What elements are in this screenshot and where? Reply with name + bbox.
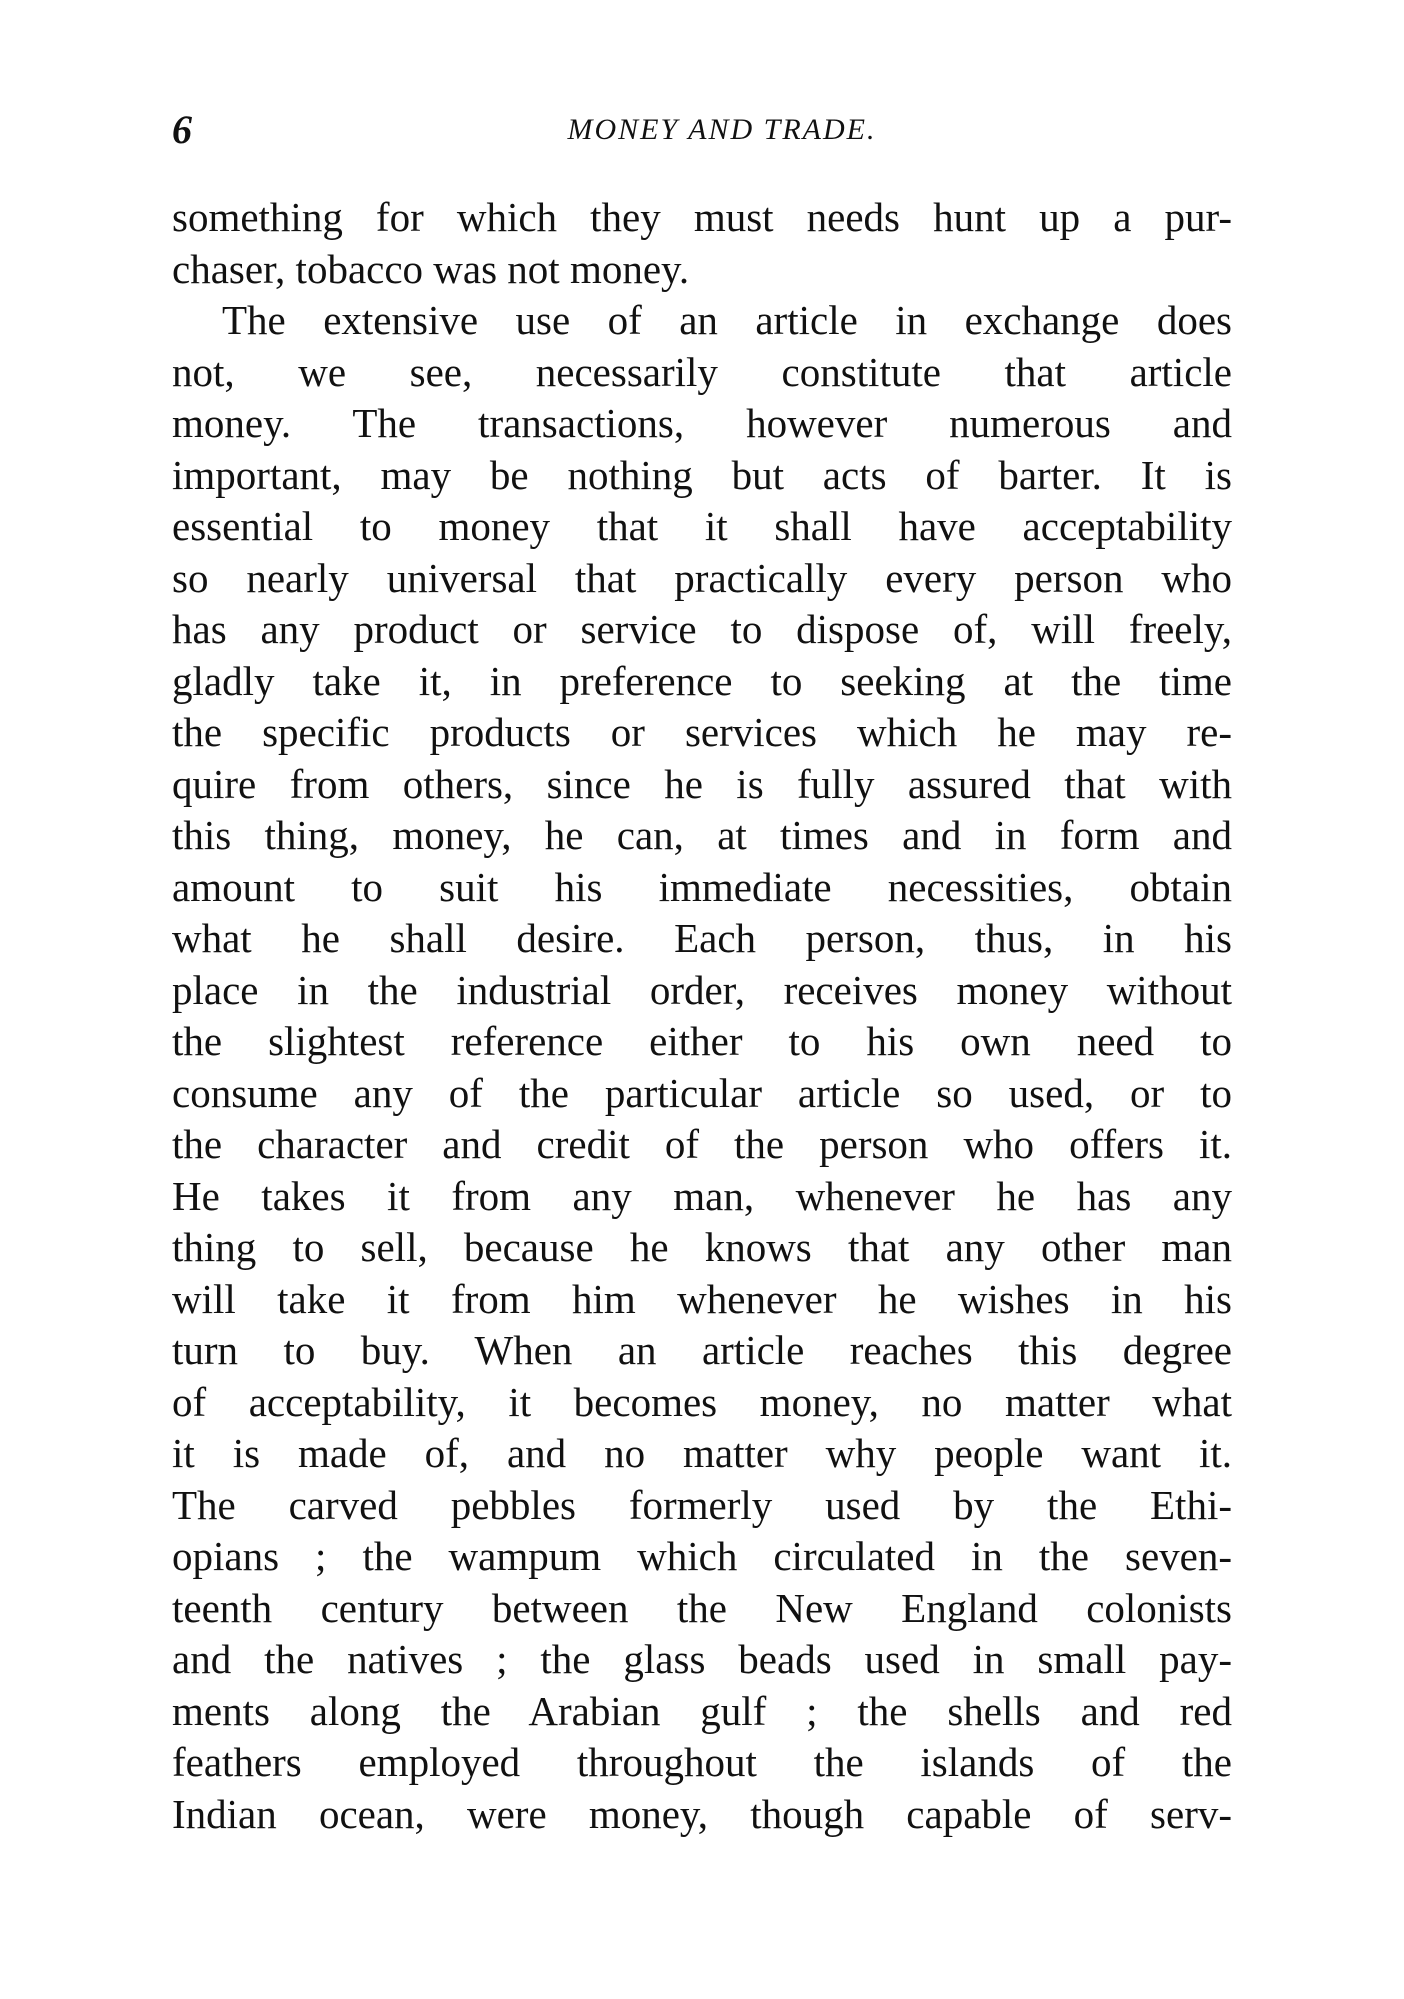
text-line: of acceptability, it becomes money, no matter what	[172, 1378, 1232, 1425]
text-line: essential to money that it shall have acceptability	[172, 503, 1232, 549]
text-line: money. The transactions, however numerous and	[172, 400, 1232, 446]
text-line: turn to buy. When an article reaches this degree	[172, 1327, 1232, 1373]
text-line: thing to sell, because he knows that any other man	[172, 1224, 1232, 1270]
text-line: the slightest reference either to his own need to	[172, 1018, 1232, 1064]
paragraph	[172, 295, 1232, 1840]
running-head	[172, 100, 1232, 160]
text-line: gladly take it, in preference to seeking at the time	[172, 657, 1232, 704]
text-line: this thing, money, he can, at times and in form and	[172, 812, 1232, 858]
running-title: MONEY AND TRADE.	[567, 113, 877, 146]
page-number: 6	[172, 107, 192, 152]
text-line: what he shall desire. Each person, thus, in his	[172, 915, 1232, 961]
text-line: has any product or service to dispose of, will freely,	[172, 606, 1232, 652]
paragraph-continued	[172, 192, 1232, 295]
body-text	[172, 192, 1232, 1840]
text-line: the specific products or services which he may re-	[172, 709, 1232, 755]
text-line: He takes it from any man, whenever he has any	[172, 1172, 1232, 1219]
text-line: consume any of the particular article so used, or to	[172, 1069, 1232, 1116]
text-line: feathers employed throughout the islands of the	[172, 1739, 1232, 1785]
text-line: Indian ocean, were money, though capable of serv-	[172, 1790, 1232, 1837]
text-line: will take it from him whenever he wishes in his	[172, 1275, 1232, 1322]
text-line: opians ; the wampum which circulated in the seven-	[172, 1533, 1232, 1579]
text-line: so nearly universal that practically every person who	[172, 554, 1232, 601]
text-line: ments along the Arabian gulf ; the shells and red	[172, 1687, 1232, 1734]
text-line: important, may be nothing but acts of barter. It is	[172, 451, 1232, 498]
text-line: teenth century between the New England colonists	[172, 1584, 1232, 1631]
text-line: The extensive use of an article in exchange does	[222, 297, 1232, 343]
text-line: something for which they must needs hunt up a pur-	[172, 194, 1232, 240]
text-line: chaser, tobacco was not money.	[172, 245, 690, 292]
text-line: quire from others, since he is fully assured that with	[172, 760, 1232, 807]
text-line: the character and credit of the person who offers it.	[172, 1121, 1232, 1167]
text-line: not, we see, necessarily constitute that article	[172, 348, 1232, 395]
text-line: The carved pebbles formerly used by the Ethi-	[172, 1481, 1232, 1528]
text-line: and the natives ; the glass beads used in small pay-	[172, 1636, 1232, 1682]
text-line: it is made of, and no matter why people want it.	[172, 1430, 1232, 1476]
text-line: place in the industrial order, receives money without	[172, 966, 1232, 1013]
text-line: amount to suit his immediate necessities, obtain	[172, 863, 1232, 910]
